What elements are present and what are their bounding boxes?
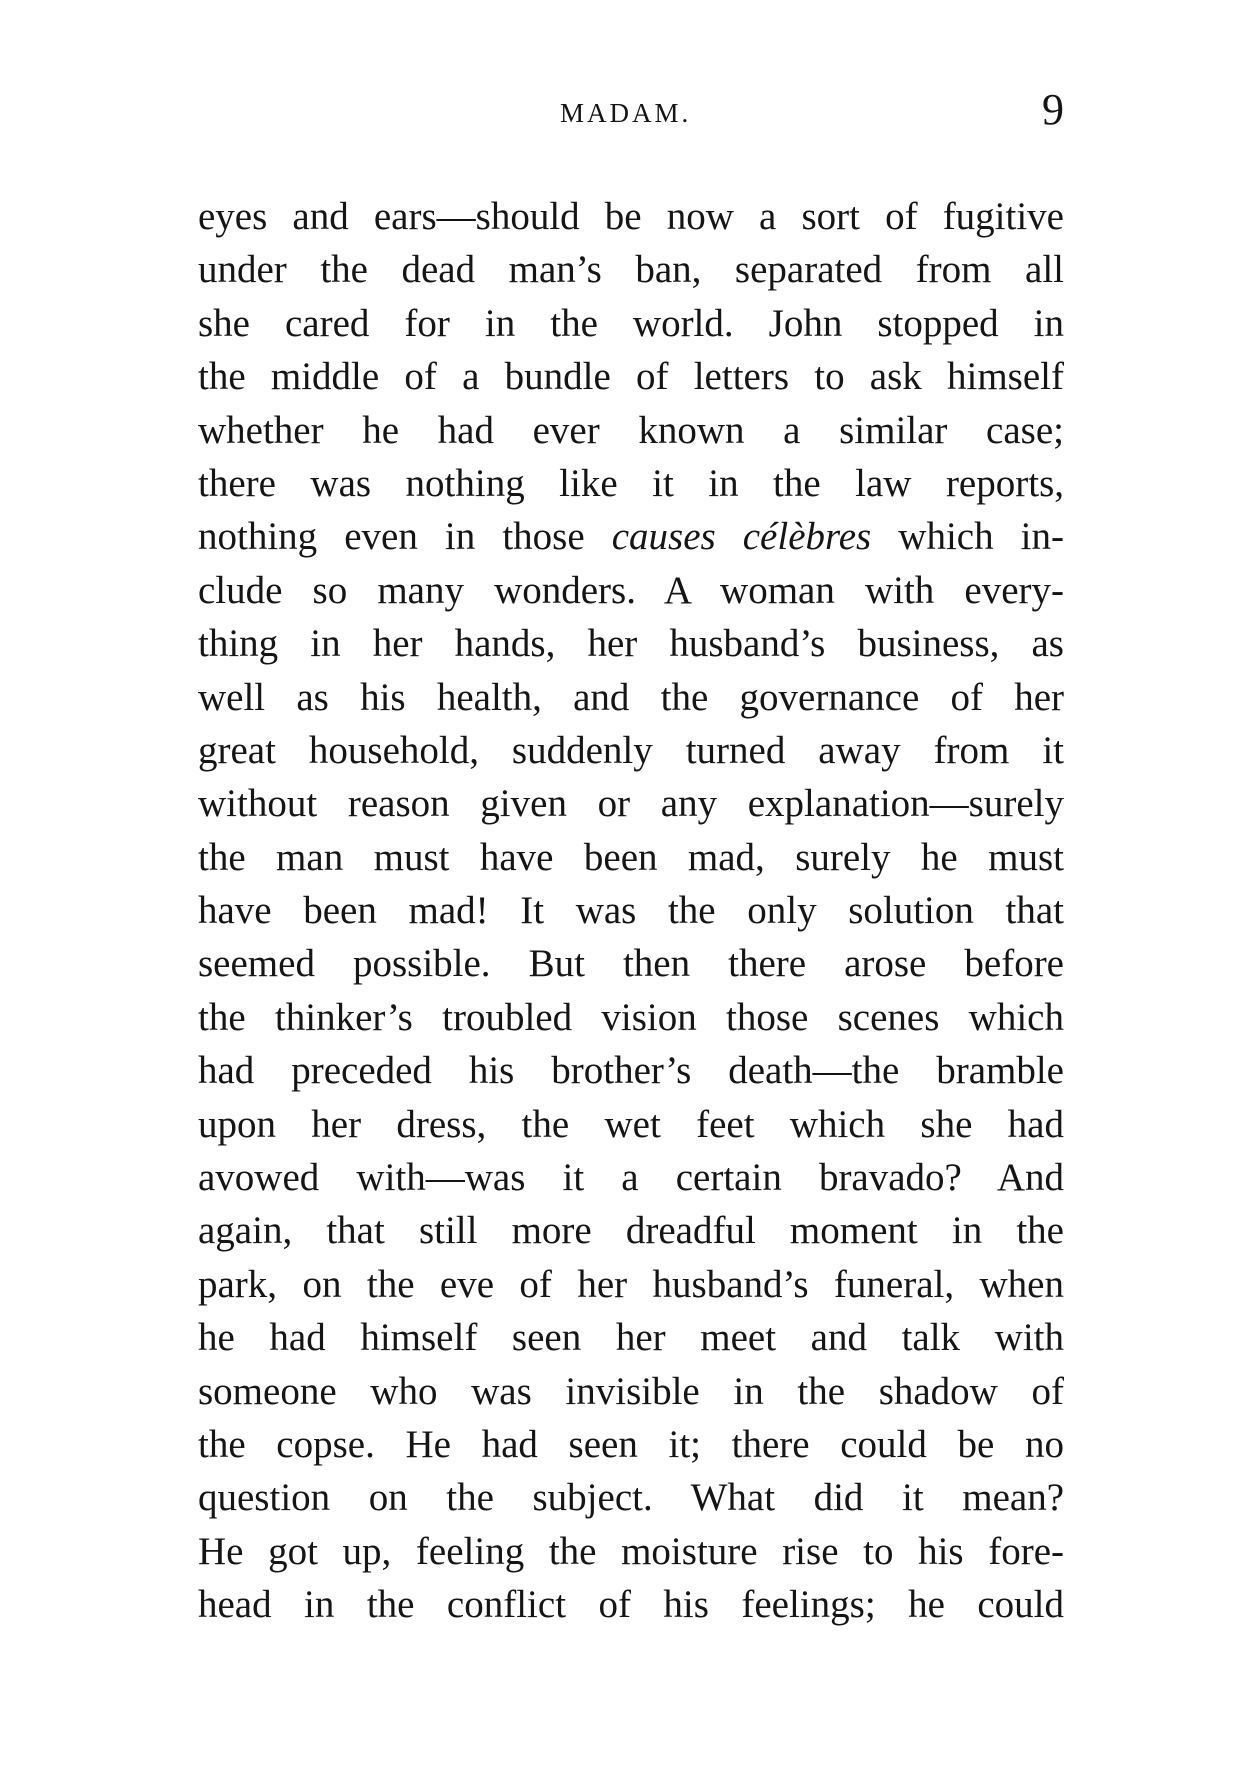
text-line: had preceded his brother’s death—the bramble (198, 1049, 1064, 1093)
text-line: she cared for in the world. John stopped in (198, 301, 1064, 345)
text-line: the thinker’s troubled vision those scenes which (198, 995, 1064, 1039)
text-line: He got up, feeling the moisture rise to his fore- (198, 1529, 1064, 1573)
text-line: great household, suddenly turned away from it (198, 728, 1064, 772)
text-line: without reason given or any explanation—surely (198, 782, 1064, 826)
text-segment: nothing even in those (198, 515, 612, 559)
body-text (198, 190, 1064, 1632)
text-segment: which in- (871, 515, 1064, 559)
text-line: whether he had ever known a similar case; (198, 408, 1064, 452)
text-line: park, on the eve of her husband’s funeral, when (198, 1262, 1064, 1306)
text-line: eyes and ears—should be now a sort of fugitive (198, 195, 1064, 238)
text-line: someone who was invisible in the shadow of (198, 1369, 1064, 1413)
page-number: 9 (1042, 85, 1064, 134)
text-line: the man must have been mad, surely he must (198, 835, 1064, 879)
text-line: seemed possible. But then there arose before (198, 942, 1064, 986)
text-line: have been mad! It was the only solution that (198, 889, 1064, 933)
text-line: the middle of a bundle of letters to ask himself (198, 355, 1064, 399)
text-line: well as his health, and the governance of her (198, 675, 1064, 719)
text-line-with-italic (198, 510, 1064, 563)
text-line: the copse. He had seen it; there could be no (198, 1422, 1064, 1466)
text-line: clude so many wonders. A woman with every- (198, 568, 1064, 612)
text-line: head in the conflict of his feelings; he could (198, 1583, 1064, 1627)
running-head: MADAM. (560, 98, 692, 128)
text-line: upon her dress, the wet feet which she had (198, 1102, 1064, 1146)
text-line: under the dead man’s ban, separated from all (198, 248, 1064, 292)
text-line: he had himself seen her meet and talk with (198, 1316, 1064, 1360)
text-line: question on the subject. What did it mean? (198, 1476, 1064, 1520)
italic-phrase: causes célèbres (611, 515, 872, 559)
text-line: there was nothing like it in the law reports, (198, 461, 1064, 505)
text-line: again, that still more dreadful moment in the (198, 1209, 1064, 1253)
text-line: avowed with—was it a certain bravado? And (198, 1156, 1064, 1200)
text-line: thing in her hands, her husband’s business, as (198, 622, 1064, 666)
